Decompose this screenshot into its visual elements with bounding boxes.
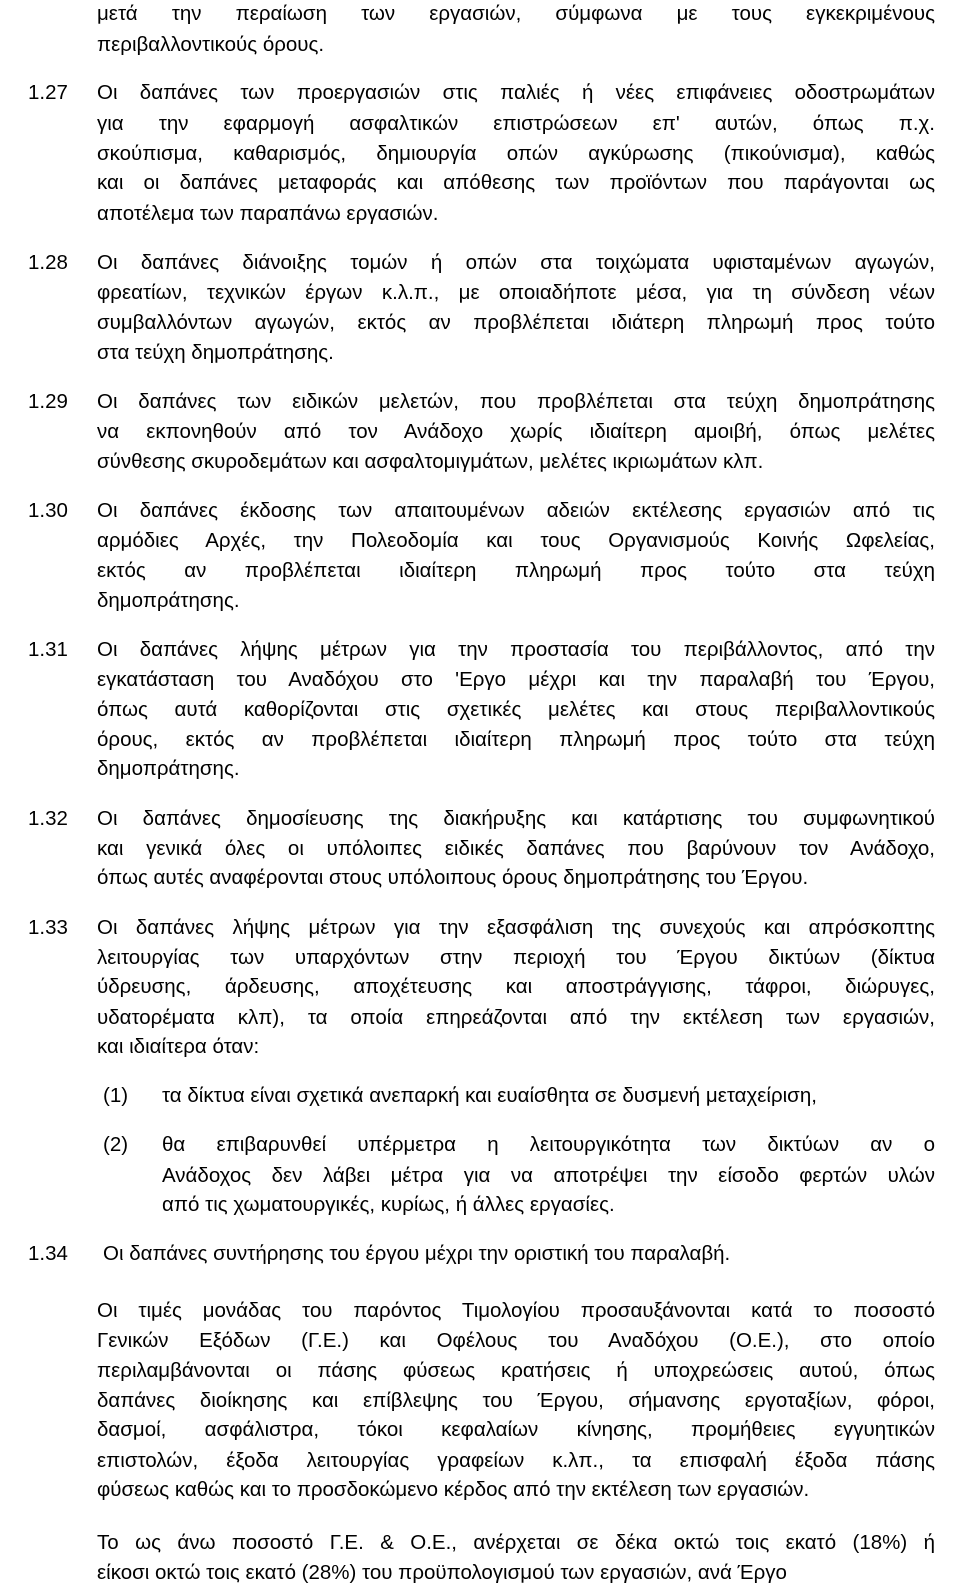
item-text-line: να εκπονηθούν από τον Ανάδοχο χωρίς ιδιαίτερη αμοιβή, όπως μελέτες — [97, 420, 935, 443]
item-text-line: Οι δαπάνες συντήρησης του έργου μέχρι την οριστική του παραλαβή. — [103, 1242, 731, 1265]
item-text-line: και οι δαπάνες μεταφοράς και απόθεσης των προϊόντων που παράγονται ως — [97, 171, 935, 194]
item-text-line: Οι δαπάνες έκδοσης των απαιτουμένων αδειών εκτέλεσης εργασιών από τις — [97, 499, 935, 522]
subitem-text-line: τα δίκτυα είναι σχετικά ανεπαρκή και ευαίσθητα σε δυσμενή μεταχείριση, — [162, 1084, 817, 1107]
item-number: 1.33 — [28, 916, 68, 939]
paragraph-line: επιστολών, έξοδα λειτουργίας γραφείων κ.λπ., τα επισφαλή έξοδα πάσης — [97, 1449, 935, 1472]
continuation-line: περιβαλλοντικούς όρους. — [97, 33, 325, 56]
subitem-number: (1) — [103, 1084, 129, 1107]
item-text-line: λειτουργίας των υπαρχόντων στην περιοχή του Έργου δικτύων (δίκτυα — [97, 946, 935, 969]
item-text-line: σκούπισμα, καθαρισμός, δημιουργία οπών αγκύρωσης (πικούνισμα), καθώς — [97, 142, 935, 165]
item-number: 1.30 — [28, 499, 68, 522]
item-text-line: όπως αυτές αναφέρονται στους υπόλοιπους όρους δημοπράτησης του Έργου. — [97, 866, 809, 889]
subitem-text-line: θα επιβαρυνθεί υπέρμετρα η λειτουργικότητα των δικτύων αν ο — [162, 1133, 935, 1156]
item-text-line: και ιδιαίτερα όταν: — [97, 1035, 260, 1058]
item-text-line: Οι δαπάνες λήψης μέτρων για την εξασφάλιση της συνεχούς και απρόσκοπτης — [97, 916, 935, 939]
paragraph-line: δασμοί, ασφάλιστρα, τόκοι κεφαλαίων κίνησης, προμήθειες εγγυητικών — [97, 1418, 935, 1441]
item-text-line: και γενικά όλες οι υπόλοιπες ειδικές δαπάνες που βαρύνουν τον Ανάδοχο, — [97, 837, 935, 860]
item-text-line: Οι δαπάνες των προεργασιών στις παλιές ή νέες επιφάνειες οδοστρωμάτων — [97, 81, 935, 104]
item-text-line: εκτός αν προβλέπεται ιδιαίτερη πληρωμή προς τούτο στα τεύχη — [97, 559, 935, 582]
item-text-line: υδατορέματα κλπ), τα οποία επηρεάζονται από την εκτέλεση των εργασιών, — [97, 1006, 935, 1029]
item-text-line: Οι δαπάνες δημοσίευσης της διακήρυξης και κατάρτισης του συμφωνητικού — [97, 807, 935, 830]
item-number: 1.28 — [28, 251, 68, 274]
item-number: 1.34 — [28, 1242, 68, 1265]
subitem-number: (2) — [103, 1133, 129, 1156]
paragraph-line: Το ως άνω ποσοστό Γ.Ε. & Ο.Ε., ανέρχεται σε δέκα οκτώ τοις εκατό (18%) ή — [97, 1531, 935, 1554]
paragraph-line: φύσεως καθώς και το προσδοκώμενο κέρδος από την εκτέλεση των εργασιών. — [97, 1478, 810, 1501]
item-text-line: δημοπράτησης. — [97, 757, 240, 780]
item-text-line: δημοπράτησης. — [97, 589, 240, 612]
item-text-line: όπως αυτά καθορίζονται στις σχετικές μελέτες και στους περιβαλλοντικούς — [97, 698, 935, 721]
item-text-line: αποτέλεμα των παραπάνω εργασιών. — [97, 202, 439, 225]
item-text-line: συμβαλλόντων αγωγών, εκτός αν προβλέπεται ιδιάτερη πληρωμή προς τούτο — [97, 311, 935, 334]
item-text-line: Οι δαπάνες λήψης μέτρων για την προστασία του περιβάλλοντος, από την — [97, 638, 935, 661]
paragraph-line: Οι τιμές μονάδας του παρόντος Τιμολογίου προσαυξάνονται κατά το ποσοστό — [97, 1299, 935, 1322]
item-text-line: όρους, εκτός αν προβλέπεται ιδιαίτερη πληρωμή προς τούτο στα τεύχη — [97, 728, 935, 751]
item-text-line: φρεατίων, τεχνικών έργων κ.λ.π., με οποιαδήποτε μέσα, για τη σύνδεση νέων — [97, 281, 935, 304]
item-text-line: Οι δαπάνες διάνοιξης τομών ή οπών στα τοιχώματα υφισταμένων αγωγών, — [97, 251, 935, 274]
item-text-line: εγκατάσταση του Αναδόχου στο 'Εργο μέχρι και την παραλαβή του Έργου, — [97, 668, 935, 691]
paragraph-line: είκοσι οκτώ τοις εκατό (28%) του προϋπολογισμού των εργασιών, ανά Έργο — [97, 1561, 787, 1584]
paragraph-line: δαπάνες διοίκησης και επίβλεψης του Έργου, σήμανσης εργοταξίων, φόροι, — [97, 1389, 935, 1412]
item-number: 1.32 — [28, 807, 68, 830]
item-text-line: για την εφαρμογή ασφαλτικών επιστρώσεων επ' αυτών, όπως π.χ. — [97, 112, 935, 135]
item-text-line: Οι δαπάνες των ειδικών μελετών, που προβλέπεται στα τεύχη δημοπράτησης — [97, 390, 935, 413]
subitem-text-line: Ανάδοχος δεν λάβει μέτρα για να αποτρέψει την είσοδο φερτών υλών — [162, 1164, 935, 1187]
item-number: 1.31 — [28, 638, 68, 661]
subitem-text-line: από τις χωματουργικές, κυρίως, ή άλλες εργασίες. — [162, 1193, 615, 1216]
continuation-line: μετά την περαίωση των εργασιών, σύμφωνα με τους εγκεκριμένους — [97, 2, 935, 25]
item-number: 1.27 — [28, 81, 68, 104]
item-text-line: αρμόδιες Αρχές, την Πολεοδομία και τους Οργανισμούς Κοινής Ωφελείας, — [97, 529, 935, 552]
paragraph-line: Γενικών Εξόδων (Γ.Ε.) και Οφέλους του Αναδόχου (Ο.Ε.), στο οποίο — [97, 1329, 935, 1352]
item-text-line: σύνθεσης σκυροδεμάτων και ασφαλτομιγμάτων, μελέτες ικριωμάτων κλπ. — [97, 450, 764, 473]
item-text-line: ύδρευσης, άρδευσης, αποχέτευσης και αποστράγγισης, τάφροι, διώρυγες, — [97, 975, 935, 998]
item-number: 1.29 — [28, 390, 68, 413]
item-text-line: στα τεύχη δημοπράτησης. — [97, 341, 334, 364]
paragraph-line: περιλαμβάνονται οι πάσης φύσεως κρατήσεις ή υποχρεώσεις αυτού, όπως — [97, 1359, 935, 1382]
